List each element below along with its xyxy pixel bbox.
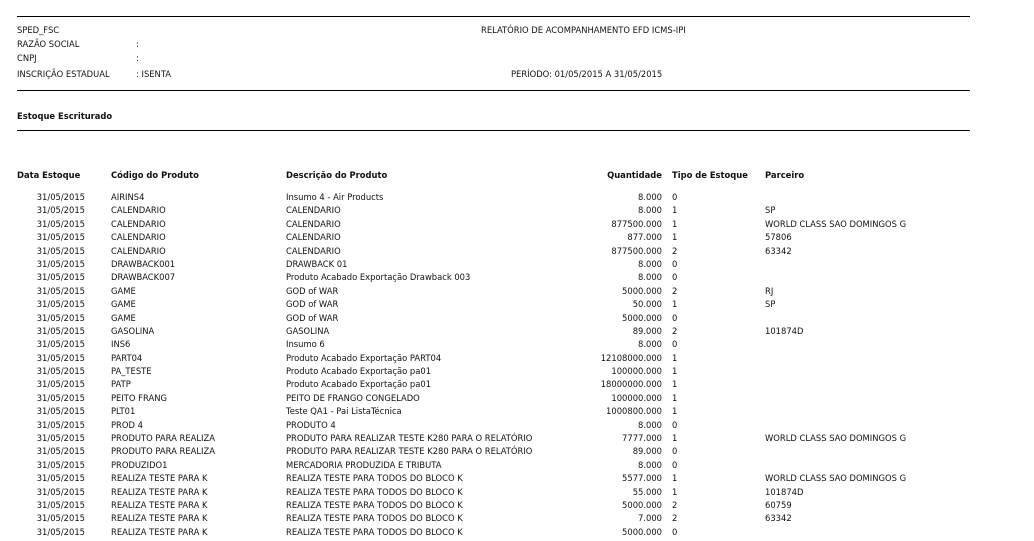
- cell-stock-type: 0: [672, 446, 678, 457]
- table-row: [0, 352, 1034, 365]
- cell-product-description: CALENDARIO: [286, 245, 341, 256]
- cell-date: 31/05/2015: [36, 513, 85, 524]
- cell-date: 31/05/2015: [36, 245, 85, 256]
- cell-stock-type: 0: [672, 312, 678, 323]
- table-row: [0, 499, 1034, 512]
- cell-product-code: GAME: [111, 285, 136, 296]
- cell-quantity: 5577.000: [622, 473, 662, 484]
- razao-social-value: :: [136, 39, 139, 49]
- table-row: [0, 432, 1034, 445]
- cell-quantity: 877500.000: [611, 245, 662, 256]
- table-row: [0, 218, 1034, 231]
- cell-stock-type: 0: [672, 526, 678, 537]
- column-header-stock-type: Tipo de Estoque: [672, 170, 748, 180]
- cell-product-code: CALENDARIO: [111, 205, 166, 216]
- cell-stock-type: 1: [672, 218, 678, 229]
- cell-quantity: 50.000: [632, 299, 662, 310]
- cell-product-code: CALENDARIO: [111, 245, 166, 256]
- header-rule: [17, 90, 970, 91]
- cell-product-description: Produto Acabado Exportação pa01: [286, 366, 432, 377]
- cell-stock-type: 1: [672, 433, 678, 444]
- cell-quantity: 8.000: [638, 258, 662, 269]
- cell-quantity: 8.000: [638, 339, 662, 350]
- cell-stock-type: 0: [672, 419, 678, 430]
- cell-partner: SP: [765, 299, 776, 310]
- cell-quantity: 1000800.000: [606, 406, 662, 417]
- cell-date: 31/05/2015: [36, 459, 85, 470]
- cell-quantity: 18000000.000: [600, 379, 662, 390]
- table-row: [0, 325, 1034, 338]
- cell-product-code: REALIZA TESTE PARA K: [111, 486, 208, 497]
- ie-value: : ISENTA: [136, 69, 172, 79]
- cell-quantity: 5000.000: [622, 499, 662, 510]
- table-row: [0, 445, 1034, 458]
- cell-date: 31/05/2015: [36, 285, 85, 296]
- cell-quantity: 5000.000: [622, 526, 662, 537]
- cell-product-description: Produto Acabado Exportação Drawback 003: [286, 272, 471, 283]
- cell-product-code: GASOLINA: [111, 325, 155, 336]
- column-header-code: Código do Produto: [111, 170, 199, 180]
- cell-stock-type: 0: [672, 192, 678, 202]
- cell-product-code: CALENDARIO: [111, 218, 166, 229]
- cell-product-description: Produto Acabado Exportação pa01: [286, 379, 432, 390]
- table-row: [0, 472, 1034, 485]
- table-row: [0, 258, 1034, 271]
- ie-label: INSCRIÇÃO ESTADUAL: [17, 69, 110, 79]
- system-name: SPED_FSC: [17, 25, 60, 35]
- cell-stock-type: 2: [672, 285, 678, 296]
- cell-product-code: PRODUTO PARA REALIZA: [111, 433, 215, 444]
- cell-date: 31/05/2015: [36, 232, 85, 243]
- cell-stock-type: 2: [672, 499, 678, 510]
- cell-stock-type: 2: [672, 245, 678, 256]
- column-header-partner: Parceiro: [765, 170, 805, 180]
- cell-stock-type: 0: [672, 339, 678, 350]
- table-row: [0, 365, 1034, 378]
- cell-product-code: PLT01: [111, 406, 136, 417]
- cell-date: 31/05/2015: [36, 473, 85, 484]
- cell-stock-type: 0: [672, 258, 678, 269]
- cell-quantity: 7777.000: [622, 433, 662, 444]
- table-row: [0, 271, 1034, 284]
- cell-product-description: PRODUTO PARA REALIZAR TESTE K280 PARA O RELATÓRIO: [286, 446, 533, 457]
- table-row: [0, 204, 1034, 217]
- cell-partner: 57806: [765, 232, 792, 243]
- cell-stock-type: 0: [672, 459, 678, 470]
- cell-date: 31/05/2015: [36, 406, 85, 417]
- cell-partner: 60759: [765, 499, 792, 510]
- table-row: [0, 312, 1034, 325]
- cell-product-description: REALIZA TESTE PARA TODOS DO BLOCO K: [286, 499, 463, 510]
- table-row: [0, 512, 1034, 525]
- cell-stock-type: 0: [672, 272, 678, 283]
- cell-stock-type: 1: [672, 299, 678, 310]
- report-period: PERÍODO: 01/05/2015 A 31/05/2015: [511, 69, 663, 79]
- cell-date: 31/05/2015: [36, 366, 85, 377]
- cell-partner: 101874D: [765, 486, 804, 497]
- table-row: [0, 231, 1034, 244]
- table-row: [0, 526, 1034, 539]
- report-title: RELATÓRIO DE ACOMPANHAMENTO EFD ICMS-IPI: [481, 25, 686, 35]
- cell-product-description: REALIZA TESTE PARA TODOS DO BLOCO K: [286, 513, 463, 524]
- cell-product-code: PA_TESTE: [111, 366, 152, 377]
- table-row: [0, 245, 1034, 258]
- cell-quantity: 8.000: [638, 192, 662, 202]
- cell-product-code: PART04: [111, 352, 143, 363]
- table-row: [0, 285, 1034, 298]
- cell-stock-type: 1: [672, 473, 678, 484]
- cell-quantity: 89.000: [632, 446, 662, 457]
- stock-table-body: [0, 191, 1034, 539]
- cell-stock-type: 2: [672, 325, 678, 336]
- cell-date: 31/05/2015: [36, 312, 85, 323]
- cell-partner: 101874D: [765, 325, 804, 336]
- table-row: [0, 191, 1034, 204]
- cell-quantity: 55.000: [632, 486, 662, 497]
- cell-quantity: 877500.000: [611, 218, 662, 229]
- cell-product-description: GOD of WAR: [286, 312, 339, 323]
- cell-stock-type: 1: [672, 352, 678, 363]
- section-rule: [17, 130, 970, 131]
- cnpj-label: CNPJ: [17, 53, 37, 63]
- cell-product-code: DRAWBACK001: [111, 258, 176, 269]
- cell-product-description: Insumo 6: [286, 339, 325, 350]
- cell-product-description: GOD of WAR: [286, 299, 339, 310]
- cell-product-description: GASOLINA: [286, 325, 330, 336]
- cell-product-code: REALIZA TESTE PARA K: [111, 499, 208, 510]
- table-row: [0, 298, 1034, 311]
- cell-partner: WORLD CLASS SAO DOMINGOS G: [765, 473, 907, 484]
- cell-product-code: REALIZA TESTE PARA K: [111, 526, 208, 537]
- cell-product-description: CALENDARIO: [286, 205, 341, 216]
- cell-product-code: DRAWBACK007: [111, 272, 176, 283]
- cell-product-description: PRODUTO PARA REALIZAR TESTE K280 PARA O RELATÓRIO: [286, 433, 533, 444]
- razao-social-label: RAZÃO SOCIAL: [17, 39, 80, 49]
- cell-stock-type: 1: [672, 232, 678, 243]
- cell-date: 31/05/2015: [36, 379, 85, 390]
- cell-date: 31/05/2015: [36, 258, 85, 269]
- cell-quantity: 877.000: [627, 232, 662, 243]
- cell-date: 31/05/2015: [36, 205, 85, 216]
- cell-date: 31/05/2015: [36, 352, 85, 363]
- table-row: [0, 419, 1034, 432]
- cell-product-code: REALIZA TESTE PARA K: [111, 473, 208, 484]
- cell-product-code: GAME: [111, 312, 136, 323]
- cell-quantity: 8.000: [638, 459, 662, 470]
- cell-partner: SP: [765, 205, 776, 216]
- cell-date: 31/05/2015: [36, 433, 85, 444]
- cell-product-description: DRAWBACK 01: [286, 258, 348, 269]
- cell-date: 31/05/2015: [36, 272, 85, 283]
- cell-date: 31/05/2015: [36, 325, 85, 336]
- cell-stock-type: 1: [672, 379, 678, 390]
- cell-product-description: REALIZA TESTE PARA TODOS DO BLOCO K: [286, 486, 463, 497]
- cell-quantity: 100000.000: [611, 392, 662, 403]
- cell-partner: RJ: [765, 285, 774, 296]
- cell-date: 31/05/2015: [36, 499, 85, 510]
- section-title: Estoque Escriturado: [17, 111, 113, 121]
- top-rule: [17, 16, 970, 17]
- cell-product-code: PRODUZIDO1: [111, 459, 168, 470]
- cell-product-description: PEITO DE FRANGO CONGELADO: [286, 392, 420, 403]
- cell-product-description: GOD of WAR: [286, 285, 339, 296]
- cell-quantity: 8.000: [638, 419, 662, 430]
- cell-product-description: MERCADORIA PRODUZIDA E TRIBUTA: [286, 459, 442, 470]
- cell-product-code: INS6: [111, 339, 131, 350]
- cell-stock-type: 1: [672, 406, 678, 417]
- cell-product-description: REALIZA TESTE PARA TODOS DO BLOCO K: [286, 473, 463, 484]
- cell-stock-type: 1: [672, 392, 678, 403]
- cell-stock-type: 2: [672, 513, 678, 524]
- table-row: [0, 338, 1034, 351]
- column-header-description: Descrição do Produto: [286, 170, 388, 180]
- cell-date: 31/05/2015: [36, 526, 85, 537]
- cell-quantity: 8.000: [638, 272, 662, 283]
- cell-quantity: 8.000: [638, 205, 662, 216]
- cell-partner: 63342: [765, 513, 792, 524]
- cell-quantity: 5000.000: [622, 285, 662, 296]
- cell-date: 31/05/2015: [36, 339, 85, 350]
- cell-partner: 63342: [765, 245, 792, 256]
- table-row: [0, 459, 1034, 472]
- cell-partner: WORLD CLASS SAO DOMINGOS G: [765, 218, 907, 229]
- cell-product-code: PRODUTO PARA REALIZA: [111, 446, 215, 457]
- cell-product-code: PROD 4: [111, 419, 143, 430]
- cell-product-code: CALENDARIO: [111, 232, 166, 243]
- cell-product-description: Produto Acabado Exportação PART04: [286, 352, 442, 363]
- cell-date: 31/05/2015: [36, 192, 85, 202]
- cell-date: 31/05/2015: [36, 218, 85, 229]
- table-row: [0, 405, 1034, 418]
- cell-product-code: AIRINS4: [111, 192, 145, 202]
- cell-product-description: Insumo 4 - Air Products: [286, 192, 384, 202]
- table-row: [0, 378, 1034, 391]
- column-header-date: Data Estoque: [17, 170, 81, 180]
- cell-date: 31/05/2015: [36, 299, 85, 310]
- cell-date: 31/05/2015: [36, 446, 85, 457]
- cell-date: 31/05/2015: [36, 392, 85, 403]
- cell-quantity: 5000.000: [622, 312, 662, 323]
- cell-date: 31/05/2015: [36, 419, 85, 430]
- cnpj-value: :: [136, 53, 139, 63]
- cell-product-description: Teste QA1 - Pai ListaTécnica: [286, 406, 402, 417]
- cell-product-description: CALENDARIO: [286, 232, 341, 243]
- cell-quantity: 100000.000: [611, 366, 662, 377]
- cell-product-code: REALIZA TESTE PARA K: [111, 513, 208, 524]
- cell-quantity: 12108000.000: [600, 352, 662, 363]
- cell-product-code: PATP: [111, 379, 131, 390]
- cell-product-description: REALIZA TESTE PARA TODOS DO BLOCO K: [286, 526, 463, 537]
- cell-stock-type: 1: [672, 486, 678, 497]
- cell-product-code: PEITO FRANG: [111, 392, 167, 403]
- column-header-quantity: Quantidade: [607, 170, 662, 180]
- cell-stock-type: 1: [672, 366, 678, 377]
- cell-product-description: PRODUTO 4: [286, 419, 336, 430]
- cell-product-description: CALENDARIO: [286, 218, 341, 229]
- table-row: [0, 486, 1034, 499]
- cell-partner: WORLD CLASS SAO DOMINGOS G: [765, 433, 907, 444]
- cell-quantity: 89.000: [632, 325, 662, 336]
- cell-product-code: GAME: [111, 299, 136, 310]
- cell-stock-type: 1: [672, 205, 678, 216]
- cell-quantity: 7.000: [638, 513, 662, 524]
- cell-date: 31/05/2015: [36, 486, 85, 497]
- table-row: [0, 392, 1034, 405]
